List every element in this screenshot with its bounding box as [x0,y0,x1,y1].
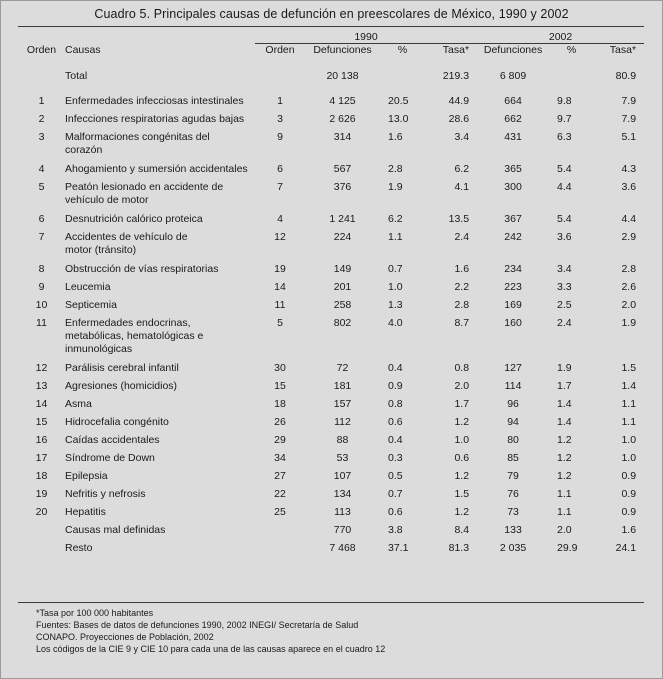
row-pct-2002: 9.8 [557,95,572,107]
total-def-1990: 20 138 [326,70,359,82]
row-pct-2002: 2.5 [557,299,572,311]
row-def-2002: 365 [504,163,522,175]
row-def-2002: 127 [504,362,522,374]
row-causa: Resto [65,542,93,554]
row-pct-2002: 9.7 [557,113,572,125]
header-orden-1990: Orden [265,44,295,56]
row-tasa-2002: 1.9 [621,317,637,329]
table-row [18,359,644,377]
row-def-1990: 107 [333,470,352,482]
row-pct-2002: 3.4 [557,263,572,275]
row-tasa-2002: 1.5 [621,362,637,374]
row-def-2002: 242 [504,231,522,243]
footnote-fuentes: Fuentes: Bases de datos de defunciones 1990, 2002 INEGI/ Secretaría de Salud [36,620,359,630]
row-orden-1990: 18 [274,398,286,410]
row-orden: 13 [35,380,48,392]
row-def-2002: 234 [504,263,522,275]
row-tasa-2002: 0.9 [621,488,637,500]
row-def-1990: 770 [333,524,352,536]
table-row [18,128,644,160]
row-causa: Agresiones (homicidios) [65,380,178,392]
header-defunciones-1990: Defunciones [313,44,372,56]
row-def-1990: 112 [334,416,351,428]
row-pct-2002: 1.4 [557,398,572,410]
row-orden: 3 [38,131,45,143]
table-row [18,449,644,467]
row-pct-1990: 37.1 [388,542,409,554]
row-orden: 19 [35,488,48,500]
row-tasa-1990: 28.6 [448,113,470,125]
footnote-rule [18,602,644,603]
table-row [18,228,644,260]
row-orden: 9 [38,281,45,293]
row-tasa-1990: 8.4 [454,524,470,536]
row-orden: 5 [38,181,45,193]
row-tasa-1990: 8.7 [454,317,470,329]
row-tasa-1990: 2.2 [454,281,470,293]
row-tasa-2002: 1.6 [621,524,637,536]
total-tasa-2002: 80.9 [615,70,637,82]
row-pct-2002: 3.3 [557,281,572,293]
row-pct-1990: 1.0 [388,281,403,293]
row-tasa-1990: 2.4 [454,231,470,243]
row-def-2002: 223 [504,281,522,293]
row-orden-1990 [255,539,305,557]
row-def-1990: 258 [333,299,352,311]
table-row [18,521,644,539]
row-pct-1990: 20.5 [388,95,409,107]
row-orden: 8 [38,263,45,275]
row-def-2002: 114 [504,380,522,392]
row-def-2002: 133 [504,524,522,536]
row-tasa-1990: 3.4 [454,131,470,143]
row-causa: Enfermedades endocrinas, metabólicas, hematológicas e inmunológicas [65,317,204,355]
row-causa: Septicemia [65,299,117,311]
row-causa: Desnutrición calórico proteica [65,213,203,225]
column-header-row [18,44,644,60]
row-def-2002: 160 [504,317,522,329]
table-row [18,260,644,278]
row-orden-1990: 29 [274,434,286,446]
row-causa: Obstrucción de vías respiratorias [65,263,219,275]
row-orden: 14 [35,398,48,410]
row-causa: Hepatitis [65,506,106,518]
row-orden: 4 [38,163,45,175]
row-causa: Malformaciones congénitas del corazón [65,131,210,156]
row-def-2002: 79 [507,470,519,482]
table-row [18,110,644,128]
row-def-2002: 367 [504,213,522,225]
row-pct-1990: 13.0 [388,113,409,125]
row-causa: Parálisis cerebral infantil [65,362,179,374]
row-orden-1990: 14 [274,281,286,293]
row-tasa-2002: 1.1 [621,416,637,428]
row-orden: 15 [35,416,48,428]
row-pct-1990: 0.6 [388,506,403,518]
row-pct-2002: 5.4 [557,163,572,175]
row-pct-1990: 0.4 [388,362,403,374]
row-orden: 16 [35,434,48,446]
row-orden: 1 [38,95,45,107]
row-tasa-1990: 13.5 [448,213,470,225]
row-orden: 18 [35,470,48,482]
row-orden: 10 [35,299,48,311]
row-def-2002: 96 [507,398,519,410]
row-orden-1990: 19 [274,263,286,275]
row-tasa-1990: 81.3 [448,542,470,554]
row-pct-1990: 1.6 [388,131,403,143]
row-tasa-1990: 1.2 [454,506,470,518]
table-row [18,413,644,431]
row-orden-1990: 6 [277,163,283,175]
header-defunciones-2002: Defunciones [483,44,543,56]
row-causa: Ahogamiento y sumersión accidentales [65,163,248,175]
row-tasa-2002: 5.1 [621,131,637,143]
table-title: Cuadro 5. Principales causas de defunción en preescolares de México, 1990 y 2002 [94,7,569,21]
row-pct-1990: 0.7 [388,488,403,500]
row-orden-1990: 34 [274,452,286,464]
row-def-1990: 224 [333,231,352,243]
table-row [18,160,644,178]
row-orden-1990: 7 [277,181,283,193]
table-row [18,539,644,557]
row-causa: Síndrome de Down [65,452,155,464]
table-row [18,210,644,228]
table-row [18,503,644,521]
row-tasa-1990: 6.2 [454,163,470,175]
row-pct-2002: 1.7 [557,380,572,392]
row-def-2002: 169 [504,299,522,311]
row-causa: Hidrocefalia congénito [65,416,169,428]
row-causa: Causas mal definidas [65,524,166,536]
row-def-2002: 431 [504,131,522,143]
row-tasa-2002: 2.8 [621,263,637,275]
row-orden-1990: 27 [274,470,286,482]
row-pct-1990: 0.9 [388,380,403,392]
row-tasa-2002: 1.4 [621,380,637,392]
row-tasa-2002: 2.0 [621,299,637,311]
row-def-2002: 85 [507,452,519,464]
row-def-1990: 149 [333,263,352,275]
row-pct-2002: 1.9 [557,362,572,374]
row-pct-2002: 2.0 [557,524,572,536]
row-pct-2002: 1.1 [557,506,572,518]
row-def-1990: 2 626 [329,113,356,125]
row-causa: Caídas accidentales [65,434,160,446]
row-orden: 20 [35,506,48,518]
row-tasa-2002: 4.4 [621,213,637,225]
header-causas: Causas [65,44,101,56]
row-tasa-2002: 0.9 [621,470,637,482]
row-causa: Infecciones respiratorias agudas bajas [65,113,245,125]
row-causa: Peatón lesionado en accidente de vehículo de motor [65,181,224,206]
row-causa: Enfermedades infecciosas intestinales [65,95,244,107]
year-2002-label: 2002 [477,28,644,44]
table-row [18,377,644,395]
row-causa: Accidentes de vehículo de motor (tránsito) [65,231,188,256]
row-tasa-2002: 2.6 [621,281,637,293]
row-pct-2002: 4.4 [557,181,572,193]
row-tasa-1990: 1.5 [454,488,470,500]
row-orden-1990: 5 [277,317,283,329]
row-def-1990: 113 [334,506,351,518]
row-pct-1990: 0.5 [388,470,403,482]
row-pct-1990: 4.0 [388,317,403,329]
row-def-1990: 134 [333,488,352,500]
row-tasa-2002: 0.9 [621,506,637,518]
row-orden: 2 [38,113,45,125]
row-orden-1990: 3 [277,113,283,125]
row-orden: 12 [35,362,48,374]
row-orden-1990: 4 [277,213,283,225]
row-tasa-1990: 0.8 [454,362,470,374]
row-tasa-1990: 1.2 [454,416,470,428]
title-rule [18,26,644,27]
row-orden-1990: 25 [274,506,286,518]
row-def-1990: 7 468 [329,542,356,554]
row-def-2002: 664 [504,95,522,107]
row-tasa-2002: 24.1 [615,542,637,554]
row-def-2002: 300 [504,181,522,193]
total-row [18,60,644,92]
row-pct-1990: 1.3 [388,299,403,311]
row-orden-1990: 30 [274,362,286,374]
table-row [18,485,644,503]
row-def-1990: 567 [333,163,352,175]
row-pct-2002: 3.6 [557,231,572,243]
row-tasa-1990: 4.1 [454,181,470,193]
row-pct-2002: 1.2 [557,452,572,464]
header-orden: Orden [26,44,57,56]
total-label: Total [65,70,88,82]
footnote-cie: Los códigos de la CIE 9 y CIE 10 para cada una de las causas aparece en el cuadro 12 [36,644,386,654]
row-pct-1990: 0.6 [388,416,403,428]
row-pct-2002: 5.4 [557,213,572,225]
row-pct-1990: 0.7 [388,263,403,275]
row-orden: 6 [38,213,45,225]
row-orden [18,539,65,557]
row-orden [18,521,65,539]
row-def-1990: 4 125 [329,95,356,107]
row-orden: 17 [35,452,48,464]
row-pct-1990: 1.1 [388,231,403,243]
header-tasa-1990: Tasa* [442,44,470,56]
row-pct-2002: 1.4 [557,416,572,428]
row-tasa-2002: 4.3 [621,163,637,175]
causes-table [18,28,644,557]
row-tasa-2002: 2.9 [621,231,637,243]
row-causa: Asma [65,398,92,410]
row-causa: Leucemia [65,281,111,293]
row-causa: Epilepsia [65,470,108,482]
row-def-1990: 1 241 [329,213,356,225]
row-def-1990: 376 [333,181,352,193]
row-def-1990: 201 [333,281,352,293]
header-tasa-2002: Tasa* [609,44,637,56]
row-def-1990: 314 [333,131,352,143]
row-orden-1990: 1 [277,95,283,107]
row-def-2002: 662 [504,113,522,125]
row-def-1990: 72 [336,362,349,374]
row-orden-1990: 15 [274,380,286,392]
row-orden-1990: 11 [274,299,286,311]
row-pct-2002: 1.2 [557,470,572,482]
row-pct-2002: 1.1 [557,488,572,500]
header-pct-2002: % [566,44,577,56]
row-pct-1990: 2.8 [388,163,403,175]
row-orden-1990 [255,521,305,539]
row-tasa-1990: 1.6 [454,263,470,275]
footnotes [36,607,636,655]
table-row [18,431,644,449]
row-def-1990: 88 [336,434,349,446]
year-1990-label: 1990 [255,28,477,44]
row-tasa-1990: 44.9 [448,95,470,107]
table-row [18,278,644,296]
row-pct-2002: 2.4 [557,317,572,329]
row-pct-1990: 1.9 [388,181,403,193]
row-def-1990: 181 [333,380,352,392]
row-def-2002: 94 [507,416,519,428]
row-tasa-2002: 1.1 [621,398,637,410]
row-tasa-1990: 1.2 [454,470,470,482]
row-pct-1990: 0.3 [388,452,403,464]
total-tasa-1990: 219.3 [442,70,470,82]
footnote-conapo: CONAPO. Proyecciones de Población, 2002 [36,632,214,642]
row-orden-1990: 9 [277,131,283,143]
table-row [18,467,644,485]
row-pct-1990: 0.8 [388,398,403,410]
footnote-tasa: *Tasa por 100 000 habitantes [36,608,154,618]
table-row [18,178,644,210]
row-pct-1990: 6.2 [388,213,403,225]
table-row [18,92,644,110]
row-tasa-1990: 0.6 [454,452,470,464]
row-tasa-2002: 7.9 [621,113,637,125]
header-pct-1990: % [397,44,408,56]
row-orden-1990: 22 [274,488,286,500]
row-def-2002: 2 035 [499,542,527,554]
row-orden: 11 [36,317,47,329]
row-orden-1990: 26 [274,416,286,428]
total-def-2002: 6 809 [499,70,527,82]
row-causa: Nefritis y nefrosis [65,488,146,500]
row-def-1990: 802 [333,317,352,329]
row-tasa-2002: 1.0 [621,434,637,446]
row-tasa-1990: 2.8 [454,299,470,311]
row-tasa-1990: 1.0 [454,434,470,446]
table-row [18,296,644,314]
year-header-row [18,28,644,44]
row-pct-2002: 1.2 [557,434,572,446]
row-def-1990: 157 [333,398,352,410]
row-def-2002: 76 [507,488,519,500]
row-pct-2002: 29.9 [557,542,578,554]
row-tasa-1990: 1.7 [454,398,470,410]
table-row [18,395,644,413]
row-orden-1990: 12 [274,231,286,243]
row-tasa-2002: 3.6 [621,181,637,193]
row-tasa-1990: 2.0 [454,380,470,392]
row-pct-2002: 6.3 [557,131,572,143]
row-def-1990: 53 [336,452,349,464]
row-tasa-2002: 1.0 [621,452,637,464]
row-def-2002: 73 [507,506,519,518]
row-tasa-2002: 7.9 [621,95,637,107]
table-row [18,314,644,359]
row-orden: 7 [38,231,45,243]
row-pct-1990: 0.4 [388,434,403,446]
row-pct-1990: 3.8 [388,524,403,536]
row-def-2002: 80 [507,434,519,446]
